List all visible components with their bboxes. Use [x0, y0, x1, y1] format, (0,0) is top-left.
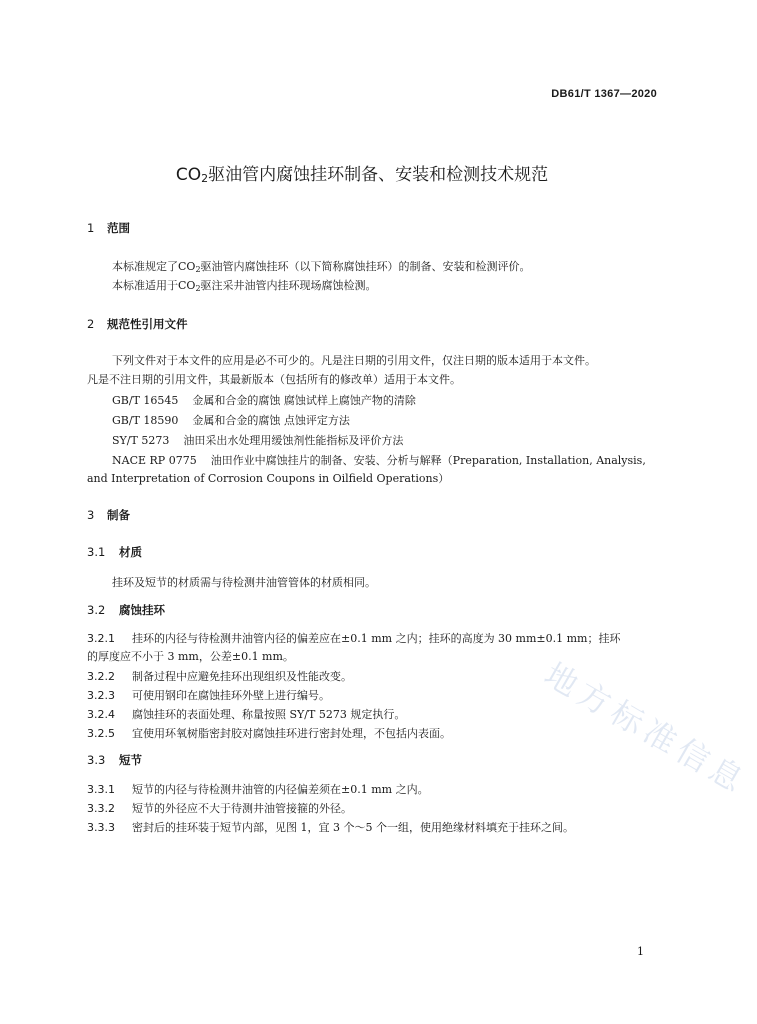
section-1-heading — [87, 220, 130, 236]
clause-item — [87, 668, 352, 684]
section-3-1-heading — [87, 544, 142, 560]
clause-item — [87, 706, 405, 722]
reference-title: 油田采出水处理用缓蚀剂性能指标及评价方法 — [183, 434, 404, 447]
document-title — [0, 160, 724, 185]
clause-text: 宜使用环氧树脂密封胶对腐蚀挂环进行密封处理，不包括内表面。 — [132, 727, 451, 740]
clause-item — [87, 630, 620, 646]
clause-item — [87, 687, 330, 703]
clause-number: 3.2.2 — [87, 670, 115, 683]
reference-item — [112, 432, 403, 448]
clause-text: 腐蚀挂环的表面处理、称量按照 SY/T 5273 规定执行。 — [132, 708, 406, 721]
section-number: 3.1 — [87, 545, 106, 559]
clause-item — [87, 819, 574, 835]
section-title: 腐蚀挂环 — [119, 603, 165, 617]
reference-item — [112, 412, 350, 428]
clause-number: 3.2.3 — [87, 689, 115, 702]
clause-number: 3.2.4 — [87, 708, 115, 721]
reference-title: 金属和合金的腐蚀 点蚀评定方法 — [192, 414, 350, 427]
section-2-intro-line-1: 下列文件对于本文件的应用是必不可少的。凡是注日期的引用文件，仅注日期的版本适用于本文件。 — [112, 354, 596, 367]
clause-number: 3.2.5 — [87, 727, 115, 740]
clause-text: 制备过程中应避免挂环出现组织及性能改变。 — [132, 670, 352, 683]
reference-title: 油田作业中腐蚀挂片的制备、安装、分析与解释（Preparation, Installation, Analysis, — [210, 454, 646, 467]
clause-item — [87, 725, 451, 741]
title-text: 驱油管内腐蚀挂环制备、安装和检测技术规范 — [208, 165, 549, 185]
section-3-heading — [87, 507, 130, 523]
clause-text: 短节的外径应不大于待测井油管接箍的外径。 — [132, 802, 352, 815]
text-run: 本标准适用于CO — [112, 279, 196, 292]
reference-continuation: and Interpretation of Corrosion Coupons in Oilfield Operations） — [87, 472, 450, 485]
section-3-3-heading — [87, 752, 142, 768]
clause-item-continuation — [87, 648, 294, 664]
section-number: 3.2 — [87, 603, 106, 617]
reference-title: 金属和合金的腐蚀 腐蚀试样上腐蚀产物的清除 — [192, 394, 416, 407]
clause-number: 3.3.1 — [87, 783, 115, 796]
title-subscript: 2 — [201, 172, 209, 185]
section-2-heading — [87, 316, 188, 332]
watermark: 地方标准信息 — [538, 655, 755, 803]
document-number: DB61/T 1367—2020 — [551, 88, 657, 100]
clause-text: 密封后的挂环装于短节内部，见图 1，宜 3 个～5 个一组，使用绝缘材料填充于挂环之间。 — [132, 821, 574, 834]
clause-item — [87, 800, 352, 816]
section-title: 制备 — [107, 508, 130, 522]
text-run: 驱油管内腐蚀挂环（以下简称腐蚀挂环）的制备、安装和检测评价。 — [200, 260, 531, 273]
reference-code: GB/T 16545 — [112, 394, 179, 407]
reference-code: GB/T 18590 — [112, 414, 179, 427]
reference-item — [112, 392, 416, 408]
section-title: 范围 — [107, 221, 130, 235]
reference-code: NACE RP 0775 — [112, 454, 197, 467]
clause-number: 3.2.1 — [87, 632, 115, 645]
clause-text: 挂环的内径与待检测井油管内径的偏差应在±0.1 mm 之内；挂环的高度为 30 mm±0.1 mm；挂环 — [132, 632, 621, 645]
section-number: 2 — [87, 317, 95, 331]
clause-text: 的厚度应不小于 3 mm，公差±0.1 mm。 — [87, 650, 294, 663]
clause-text: 短节的内径与待检测井油管的内径偏差须在±0.1 mm 之内。 — [132, 783, 429, 796]
section-2-intro-line-2: 凡是不注日期的引用文件，其最新版本（包括所有的修改单）适用于本文件。 — [87, 373, 461, 386]
section-3-2-heading — [87, 602, 165, 618]
section-title: 规范性引用文件 — [107, 317, 188, 331]
clause-item — [87, 781, 429, 797]
section-title: 短节 — [119, 753, 142, 767]
section-number: 1 — [87, 221, 95, 235]
text-run: 本标准规定了CO — [112, 260, 196, 273]
section-number: 3.3 — [87, 753, 106, 767]
subscript: 2 — [195, 284, 201, 293]
reference-item — [112, 452, 646, 468]
subscript: 2 — [195, 265, 201, 274]
clause-number: 3.3.2 — [87, 802, 115, 815]
section-title: 材质 — [119, 545, 142, 559]
section-1-paragraph-1 — [112, 258, 531, 274]
section-3-1-text: 挂环及短节的材质需与待检测井油管管体的材质相同。 — [112, 576, 376, 589]
page-number: 1 — [637, 945, 644, 958]
text-run: 驱注采井油管内挂环现场腐蚀检测。 — [200, 279, 377, 292]
clause-number: 3.3.3 — [87, 821, 115, 834]
section-number: 3 — [87, 508, 95, 522]
title-formula: CO — [175, 165, 202, 185]
reference-code: SY/T 5273 — [112, 434, 170, 447]
clause-text: 可使用钢印在腐蚀挂环外壁上进行编号。 — [132, 689, 330, 702]
section-1-paragraph-2 — [112, 277, 377, 293]
